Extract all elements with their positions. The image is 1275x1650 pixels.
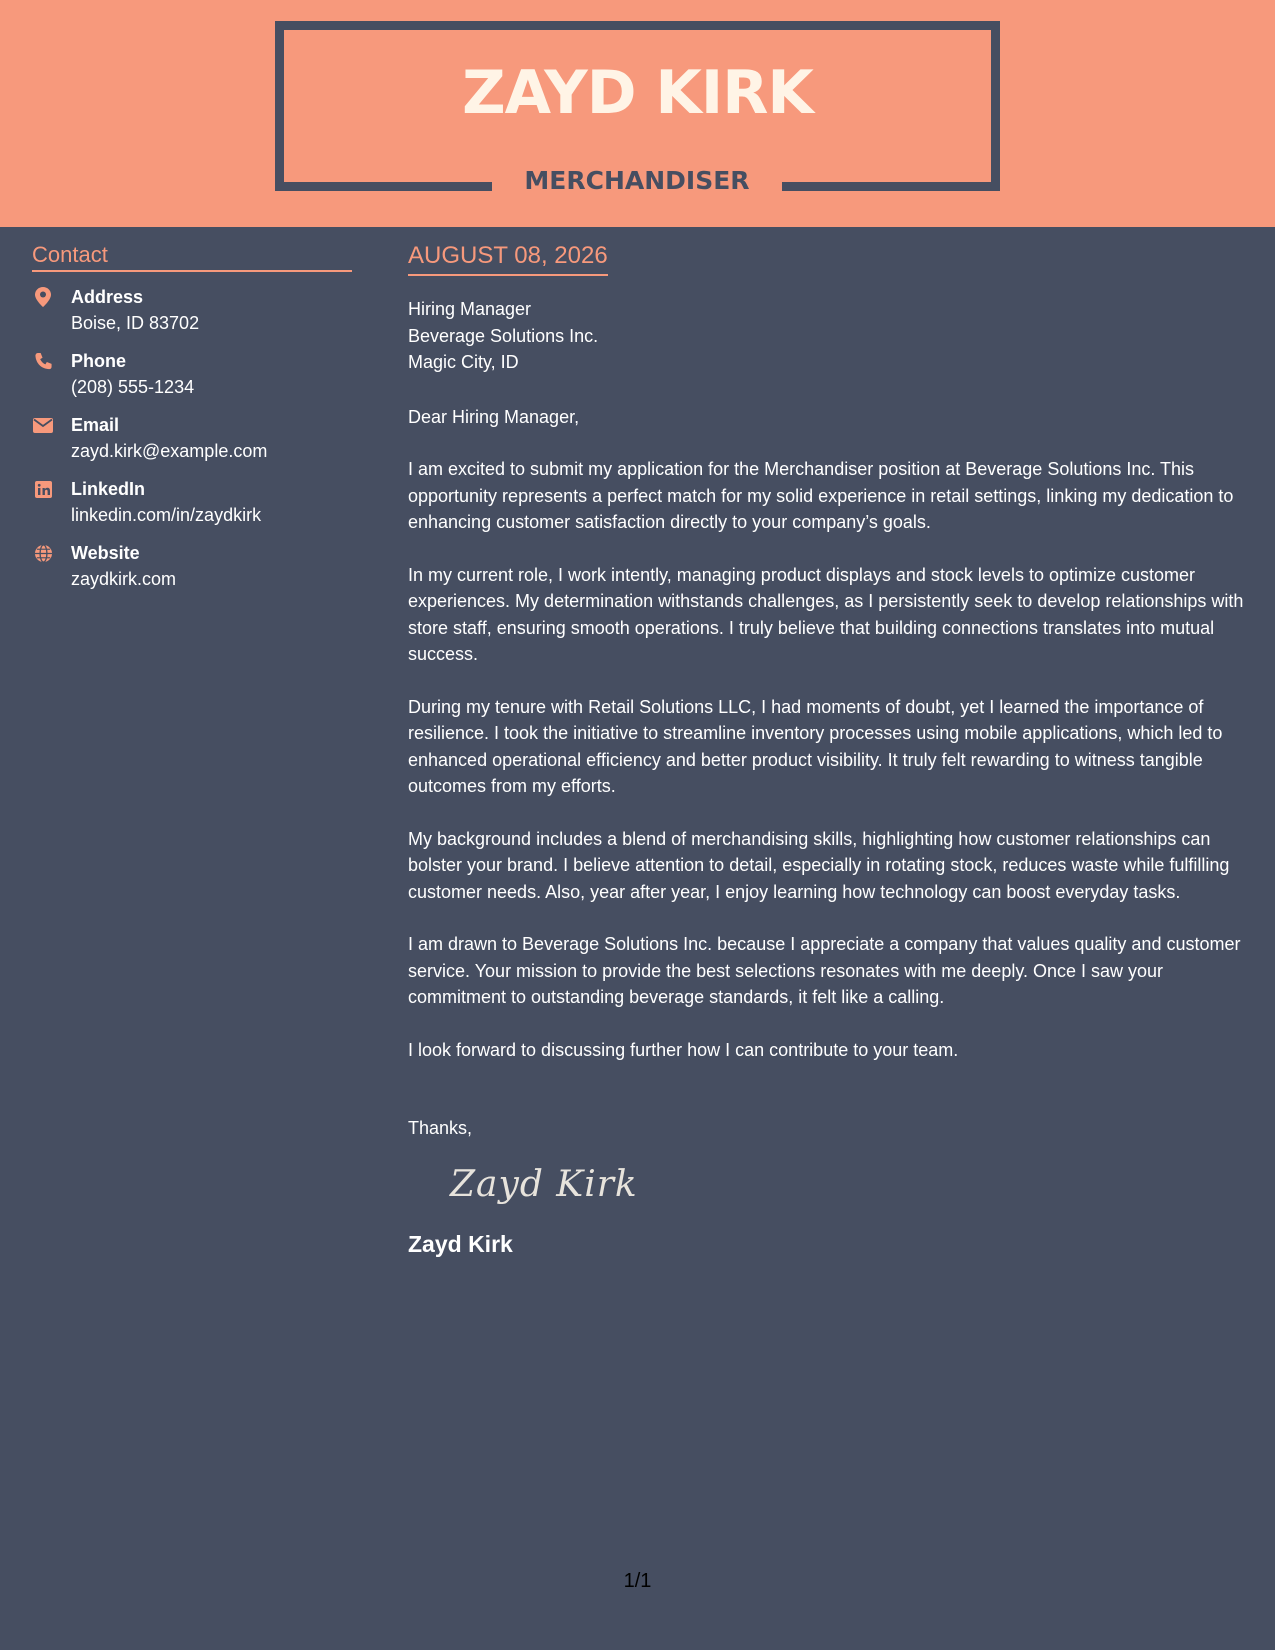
handwritten-signature: Zayd Kirk [450, 1163, 638, 1205]
salutation: Dear Hiring Manager, [408, 406, 580, 427]
page-number: 1/1 [623, 1570, 652, 1592]
location-pin-icon [32, 286, 54, 308]
paragraph: I look forward to discussing further how I can contribute to your team. [408, 1039, 959, 1060]
recipient-name: Hiring Manager [408, 299, 532, 319]
paragraph: I am excited to submit my application for the Merchandiser position at Beverage Solutions Inc. This opportunity represents a perfect match for my solid experience in retail settings, linking my dedication to enhancing customer satisfaction directly to your company’s goals. [408, 459, 1234, 532]
paragraph: I am drawn to Beverage Solutions Inc. because I appreciate a company that values quality and customer service. Your mission to provide the best selections resonates with me deeply. Once I saw your commitment to outstanding beverage standards, it felt like a calling. [408, 934, 1241, 1007]
recipient-block [408, 296, 1248, 376]
phone-icon [32, 350, 54, 372]
signer-name: Zayd Kirk [408, 1230, 513, 1257]
letter-date: AUGUST 08, 2026 [408, 242, 608, 276]
recipient-location: Magic City, ID [408, 352, 519, 372]
contact-address [32, 284, 352, 336]
paragraph: My background includes a blend of merchandising skills, highlighting how customer relationships can bolster your brand. I believe attention to detail, especially in rotating stock, reduces waste while fulfilling customer needs. Also, year after year, I enjoy learning how technology can boost everyday tasks. [408, 828, 1230, 902]
linkedin-icon [32, 478, 54, 500]
closing: Thanks, [408, 1118, 473, 1138]
address-label: Address [71, 287, 144, 307]
paragraph: During my tenure with Retail Solutions LLC, I had moments of doubt, yet I learned the importance of resilience. I took the initiative to streamline inventory processes using mobile applications, which led to enhanced operational efficiency and better product visibility. It truly felt rewarding to witness tangible outcomes from my efforts. [408, 696, 1223, 796]
globe-icon [32, 542, 54, 564]
job-title: MERCHANDISER [524, 166, 750, 195]
phone-label: Phone [71, 351, 127, 371]
contact-website [32, 540, 352, 592]
website-label: Website [71, 543, 140, 563]
header-banner [0, 0, 1275, 227]
paragraph: In my current role, I work intently, managing product displays and stock levels to optimize customer experiences. My determination withstands challenges, as I persistently seek to develop relationships with store staff, ensuring smooth operations. I truly believe that building connections translates into mutual success. [408, 564, 1244, 664]
linkedin-label: LinkedIn [71, 479, 146, 499]
applicant-name: ZAYD KIRK [462, 58, 813, 128]
email-label: Email [71, 415, 120, 435]
address-value: Boise, ID 83702 [71, 313, 200, 333]
contact-heading: Contact [32, 242, 352, 272]
recipient-company: Beverage Solutions Inc. [408, 325, 599, 346]
linkedin-value[interactable]: linkedin.com/in/zaydkirk [71, 505, 262, 525]
email-value[interactable]: zayd.kirk@example.com [71, 441, 268, 461]
phone-value: (208) 555-1234 [71, 377, 195, 397]
letter-body [408, 242, 1248, 1258]
contact-sidebar [32, 242, 352, 592]
website-value[interactable]: zaydkirk.com [71, 569, 177, 589]
contact-phone [32, 348, 352, 400]
contact-email [32, 412, 352, 464]
envelope-icon [32, 414, 54, 436]
contact-linkedin [32, 476, 352, 528]
